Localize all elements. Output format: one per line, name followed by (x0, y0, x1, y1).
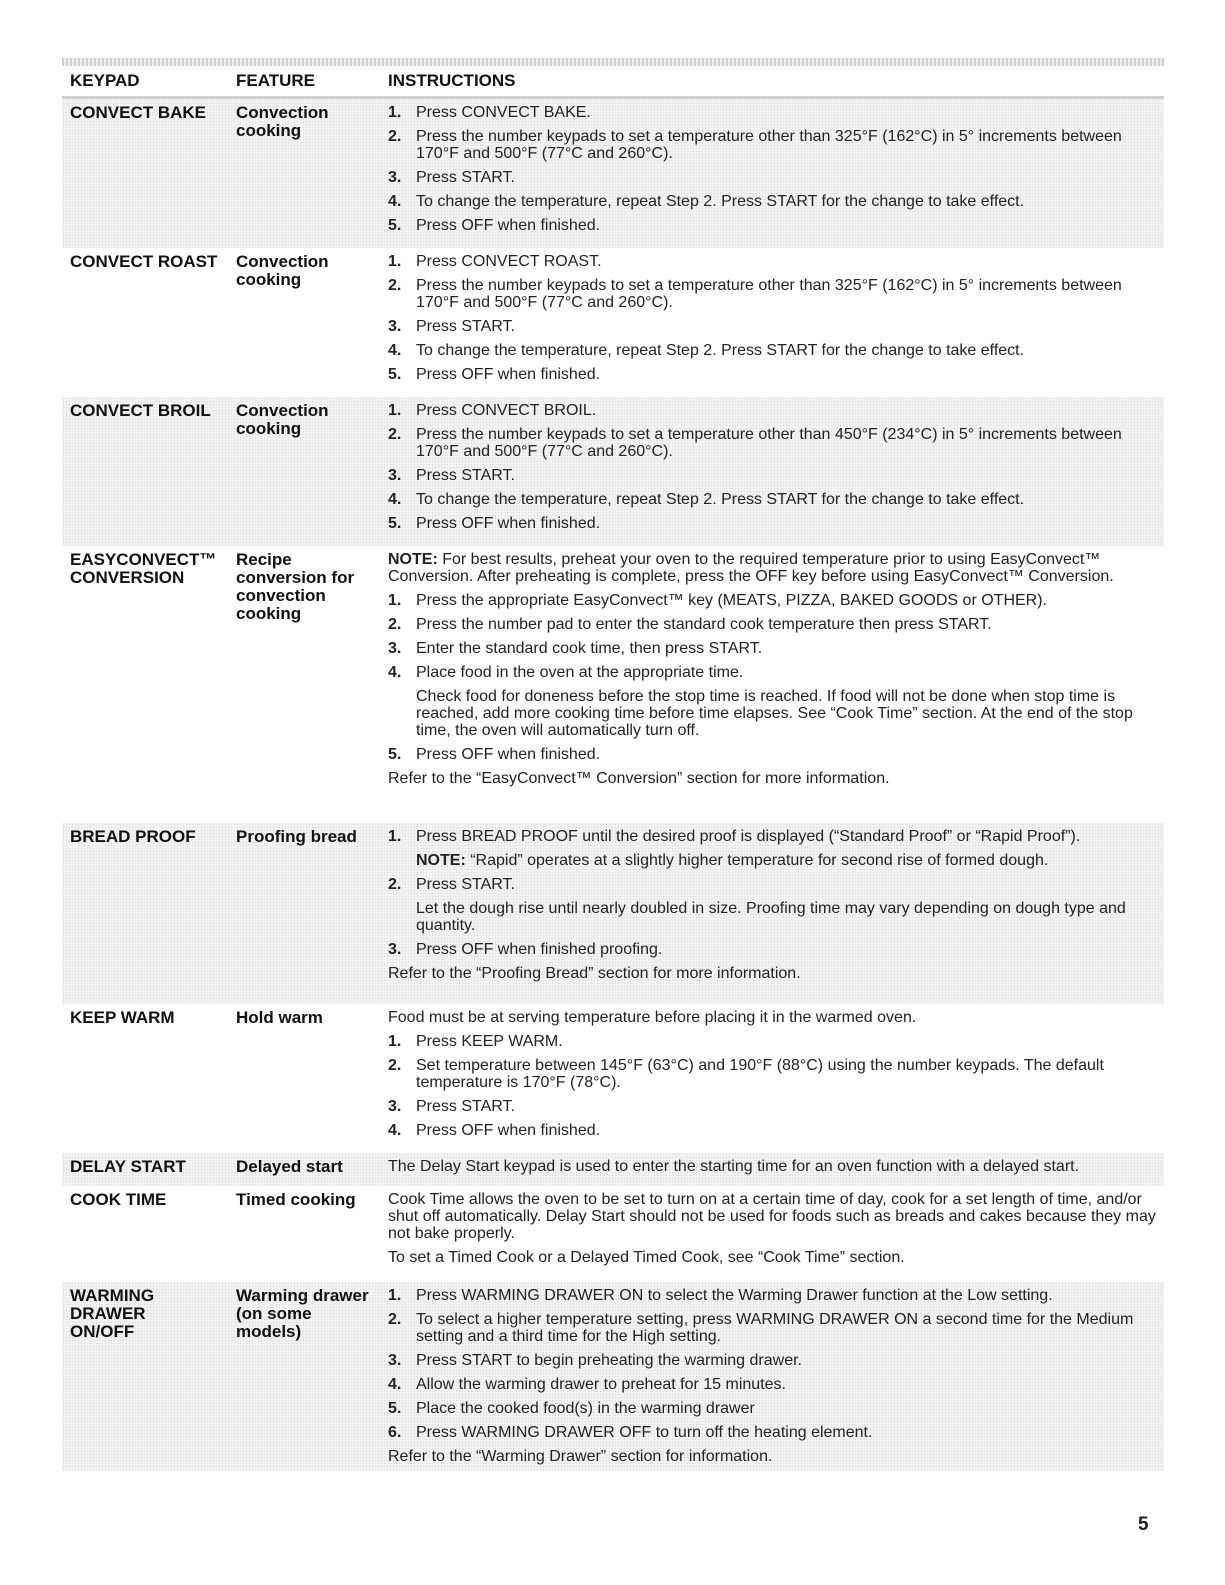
step-text: Set temperature between 145°F (63°C) and 190°F (88°C) using the number keypads. The default temperature is 170°F (78°C). (416, 1057, 1104, 1091)
step-detail: Let the dough rise until nearly doubled in size. Proofing time may vary depending on dough type and quantity. (416, 900, 1126, 934)
instruction-step (388, 193, 1164, 210)
step-text: Enter the standard cook time, then press START. (416, 640, 763, 657)
step-detail: Check food for doneness before the stop time is reached. If food will not be done when stop time is reached, add more cooking time before time elapses. See “Cook Time” section. At the end of the stop time, the oven will automatically turn off. (416, 688, 1133, 739)
keypad-name: KEEP WARM (70, 1008, 175, 1027)
step-text: Press KEEP WARM. (416, 1033, 563, 1050)
instruction-step (388, 1376, 1164, 1393)
feature-name: Convection cooking (236, 103, 329, 140)
step-text: Press START. (416, 1098, 515, 1115)
step-number: 3. (388, 318, 402, 335)
step-text: Press the number keypads to set a temperature other than 450°F (234°C) in 5° increments between 170°F and 500°F (77°C and 260°C). (416, 426, 1122, 460)
step-number: 1. (388, 1033, 402, 1050)
step-number: 4. (388, 1122, 402, 1139)
keypad-name: BREAD PROOF (70, 827, 196, 846)
instruction-table (62, 58, 1164, 1471)
note-body: For best results, preheat your oven to the required temperature prior to using EasyConvect™ Conversion. After preheating is complete, press the OFF key before using EasyConvect™ Conversion. (388, 551, 1114, 585)
instructions-cell (388, 397, 1164, 546)
instruction-step (388, 515, 1164, 532)
keypad-name: WARMING DRAWER ON/OFF (70, 1286, 155, 1341)
instruction-step (388, 277, 1164, 311)
page-number: 5 (1138, 1514, 1149, 1535)
feature-name: Hold warm (236, 1008, 323, 1027)
instruction-step (388, 1424, 1164, 1441)
instruction-step (388, 467, 1164, 484)
feature-name: Recipe conversion for convection cooking (236, 550, 355, 623)
step-number: 2. (388, 1057, 402, 1074)
keypad-name: CONVECT BROIL (70, 401, 211, 420)
step-text: Press CONVECT BAKE. (416, 104, 591, 121)
step-number: 2. (388, 876, 402, 893)
step-number: 3. (388, 169, 402, 186)
step-text: Press OFF when finished. (416, 515, 601, 532)
table-row (62, 1004, 1164, 1153)
step-text: Press START. (416, 318, 515, 335)
step-text: Press WARMING DRAWER OFF to turn off the heating element. (416, 1424, 873, 1441)
step-text: Press BREAD PROOF until the desired proof is displayed (“Standard Proof” or “Rapid Proof”). (416, 828, 1081, 845)
step-text: To change the temperature, repeat Step 2. Press START for the change to take effect. (416, 342, 1025, 359)
step-number: 1. (388, 592, 402, 609)
step-text: Press START. (416, 467, 515, 484)
instruction-step (388, 1287, 1164, 1304)
step-text: Press the number keypads to set a temperature other than 325°F (162°C) in 5° increments between 170°F and 500°F (77°C and 260°C). (416, 277, 1122, 311)
note-body: “Rapid” operates at a slightly higher temperature for second rise of formed dough. (465, 852, 1049, 869)
step-text: Press OFF when finished. (416, 746, 601, 763)
step-text: Press the appropriate EasyConvect™ key (MEATS, PIZZA, BAKED GOODS or OTHER). (416, 592, 1047, 609)
instruction-step (388, 664, 1164, 681)
step-text: Place the cooked food(s) in the warming drawer (416, 1400, 755, 1417)
table-row (62, 823, 1164, 1004)
instruction-step (388, 828, 1164, 845)
instruction-step (388, 592, 1164, 609)
keypad-name: COOK TIME (70, 1190, 167, 1209)
table-row (62, 1282, 1164, 1471)
instruction-step (388, 1400, 1164, 1417)
table-row (62, 99, 1164, 248)
step-text: Press OFF when finished. (416, 217, 601, 234)
note-label: NOTE: (416, 852, 466, 869)
instruction-step (388, 366, 1164, 383)
step-text: Press OFF when finished. (416, 1122, 601, 1139)
instruction-step (388, 616, 1164, 633)
table-header (62, 66, 1164, 99)
instructions-cell (388, 1004, 1164, 1153)
instructions-cell (388, 248, 1164, 397)
feature-name: Timed cooking (236, 1190, 356, 1209)
table-row (62, 397, 1164, 546)
instructions-cell (388, 1282, 1164, 1471)
step-text: Press WARMING DRAWER ON to select the Warming Drawer function at the Low setting. (416, 1287, 1053, 1304)
note-text (388, 551, 1164, 585)
feature-name: Convection cooking (236, 252, 329, 289)
step-number: 3. (388, 467, 402, 484)
step-number: 4. (388, 342, 402, 359)
step-text: To change the temperature, repeat Step 2. Press START for the change to take effect. (416, 193, 1025, 210)
instruction-step (388, 491, 1164, 508)
instruction-step (388, 402, 1164, 419)
instruction-step (388, 640, 1164, 657)
instruction-step (388, 1122, 1164, 1139)
step-number: 4. (388, 491, 402, 508)
step-text: Allow the warming drawer to preheat for 15 minutes. (416, 1376, 786, 1393)
step-number: 5. (388, 1400, 402, 1417)
step-number: 1. (388, 402, 402, 419)
step-number: 3. (388, 1098, 402, 1115)
step-number: 5. (388, 515, 402, 532)
step-text: To select a higher temperature setting, press WARMING DRAWER ON a second time for the Medium setting and a third time for the High setting. (416, 1311, 1134, 1345)
keypad-name: CONVECT BAKE (70, 103, 207, 122)
note-label: NOTE: (388, 551, 438, 568)
note-text (416, 852, 1164, 869)
table-body (62, 99, 1164, 1471)
instruction-paragraph: Food must be at serving temperature before placing it in the warmed oven. (388, 1009, 917, 1026)
step-number: 3. (388, 1352, 402, 1369)
header-keypad: KEYPAD (70, 71, 140, 90)
step-text: Press OFF when finished proofing. (416, 941, 663, 958)
instruction-paragraph: The Delay Start keypad is used to enter the starting time for an oven function with a delayed start. (388, 1158, 1080, 1175)
instructions-cell (388, 99, 1164, 248)
instruction-step (388, 1098, 1164, 1115)
instruction-step (388, 1033, 1164, 1050)
header-instructions: INSTRUCTIONS (388, 71, 516, 90)
step-text: Place food in the oven at the appropriate time. (416, 664, 744, 681)
step-number: 6. (388, 1424, 402, 1441)
step-text: To change the temperature, repeat Step 2. Press START for the change to take effect. (416, 491, 1025, 508)
step-number: 5. (388, 366, 402, 383)
instruction-step (388, 876, 1164, 893)
instruction-step (388, 426, 1164, 460)
step-text: Press the number pad to enter the standard cook temperature then press START. (416, 616, 992, 633)
step-number: 2. (388, 426, 402, 443)
step-text: Press START. (416, 876, 515, 893)
instructions-cell (388, 823, 1164, 1004)
feature-name: Delayed start (236, 1157, 343, 1176)
step-text: Press START. (416, 169, 515, 186)
step-number: 1. (388, 104, 402, 121)
instruction-step (388, 1057, 1164, 1091)
table-row (62, 1186, 1164, 1282)
instruction-step (388, 941, 1164, 958)
instructions-cell (388, 1186, 1164, 1282)
instruction-step (388, 1352, 1164, 1369)
feature-name: Convection cooking (236, 401, 329, 438)
top-rule (62, 58, 1164, 66)
instructions-cell (388, 1153, 1164, 1186)
step-number: 2. (388, 1311, 402, 1328)
table-row (62, 546, 1164, 823)
instruction-paragraph: To set a Timed Cook or a Delayed Timed Cook, see “Cook Time” section. (388, 1249, 905, 1266)
instruction-paragraph: Refer to the “Proofing Bread” section for more information. (388, 965, 801, 982)
header-feature: FEATURE (236, 71, 316, 90)
step-number: 3. (388, 640, 402, 657)
step-number: 5. (388, 217, 402, 234)
instruction-step (388, 318, 1164, 335)
instruction-step (388, 746, 1164, 763)
step-number: 4. (388, 664, 402, 681)
instruction-step (388, 128, 1164, 162)
step-number: 2. (388, 128, 402, 145)
step-text: Press CONVECT ROAST. (416, 253, 602, 270)
step-number: 2. (388, 277, 402, 294)
step-number: 1. (388, 1287, 402, 1304)
feature-name: Proofing bread (236, 827, 357, 846)
step-text: Press OFF when finished. (416, 366, 601, 383)
table-row (62, 248, 1164, 397)
instruction-step (388, 342, 1164, 359)
keypad-name: EASYCONVECT™ CONVERSION (70, 550, 217, 587)
step-number: 1. (388, 828, 402, 845)
feature-name: Warming drawer (on some models) (236, 1286, 369, 1341)
instructions-cell (388, 546, 1164, 823)
step-number: 3. (388, 941, 402, 958)
table-row (62, 1153, 1164, 1186)
step-number: 1. (388, 253, 402, 270)
step-number: 5. (388, 746, 402, 763)
instruction-step (388, 104, 1164, 121)
instruction-step (388, 253, 1164, 270)
instruction-step (388, 1311, 1164, 1345)
instruction-paragraph: Refer to the “Warming Drawer” section for information. (388, 1448, 773, 1465)
instruction-paragraph: Refer to the “EasyConvect™ Conversion” section for more information. (388, 770, 890, 787)
step-number: 4. (388, 193, 402, 210)
step-text: Press the number keypads to set a temperature other than 325°F (162°C) in 5° increments between 170°F and 500°F (77°C and 260°C). (416, 128, 1122, 162)
step-text: Press CONVECT BROIL. (416, 402, 597, 419)
instruction-step (388, 169, 1164, 186)
instruction-step (388, 217, 1164, 234)
keypad-name: CONVECT ROAST (70, 252, 218, 271)
instruction-paragraph: Cook Time allows the oven to be set to turn on at a certain time of day, cook for a set length of time, and/or shut off automatically. Delay Start should not be used for foods such as breads and cakes because they may not bake properly. (388, 1191, 1156, 1242)
step-number: 4. (388, 1376, 402, 1393)
keypad-name: DELAY START (70, 1157, 186, 1176)
step-text: Press START to begin preheating the warming drawer. (416, 1352, 802, 1369)
step-number: 2. (388, 616, 402, 633)
